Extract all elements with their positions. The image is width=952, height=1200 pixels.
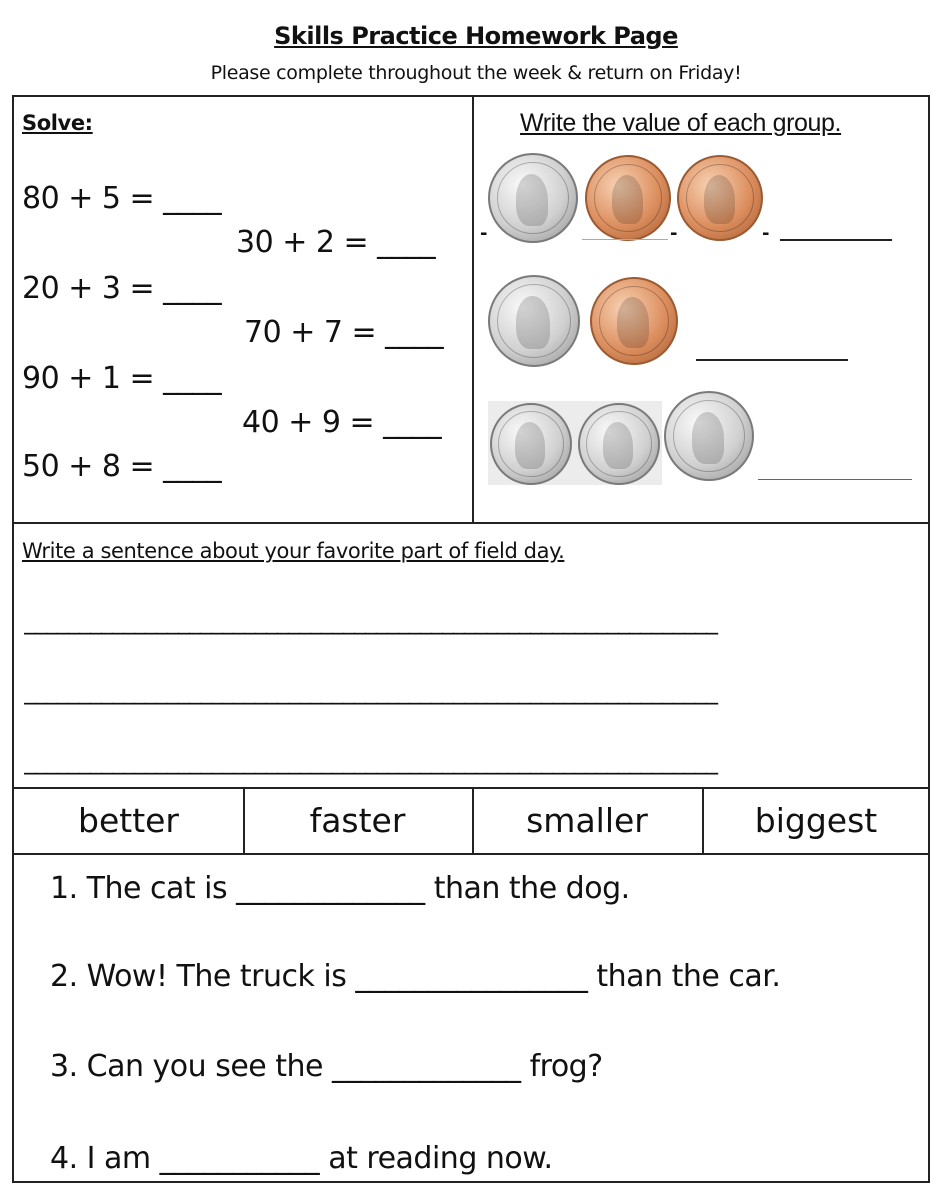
dime-coin-icon <box>578 403 660 485</box>
penny-coin-icon <box>677 155 763 241</box>
answer-line[interactable] <box>696 359 848 361</box>
dash-mark: - <box>762 223 770 244</box>
writing-line[interactable]: _______________________________________________________________ <box>24 747 717 775</box>
coins-heading: Write the value of each group. <box>520 109 842 137</box>
answer-line[interactable] <box>582 239 668 240</box>
worksheet <box>12 95 930 1183</box>
nickel-coin-icon <box>488 153 578 243</box>
fill-in-sentence-2: 2. Wow! The truck is ________________ than the car. <box>50 959 781 994</box>
math-problem: 70 + 7 = ____ <box>244 315 444 350</box>
fill-in-sentence-4: 4. I am ___________ at reading now. <box>50 1141 553 1176</box>
page-subtitle: Please complete throughout the week & return on Friday! <box>210 62 742 84</box>
writing-line[interactable]: _______________________________________________________________ <box>24 677 717 705</box>
penny-coin-icon <box>590 277 678 365</box>
word-bank-biggest: biggest <box>754 801 878 840</box>
word-bank-smaller: smaller <box>526 801 648 840</box>
answer-line[interactable] <box>780 239 892 241</box>
writing-line[interactable]: _______________________________________________________________ <box>24 607 717 635</box>
math-problem: 40 + 9 = ____ <box>242 405 442 440</box>
fill-in-sentence-3: 3. Can you see the _____________ frog? <box>50 1049 603 1084</box>
solve-heading: Solve: <box>22 111 93 135</box>
dash-mark: - <box>480 223 488 244</box>
word-bank-faster: faster <box>309 801 406 840</box>
word-bank-better: better <box>78 801 179 840</box>
math-problem: 80 + 5 = ____ <box>22 181 222 216</box>
nickel-coin-icon <box>664 391 754 481</box>
fill-in-sentence-1: 1. The cat is _____________ than the dog. <box>50 871 630 906</box>
math-problem: 50 + 8 = ____ <box>22 449 222 484</box>
sentence-prompt: Write a sentence about your favorite part of field day. <box>22 539 565 563</box>
divider-top-section <box>14 522 928 524</box>
answer-line[interactable] <box>758 479 912 480</box>
math-problem: 30 + 2 = ____ <box>236 225 436 260</box>
math-problem: 20 + 3 = ____ <box>22 271 222 306</box>
dash-mark: - <box>670 223 678 244</box>
penny-coin-icon <box>585 155 671 241</box>
math-problem: 90 + 1 = ____ <box>22 361 222 396</box>
dime-coin-icon <box>490 403 572 485</box>
quarter-coin-icon <box>488 275 580 367</box>
divider-word-bank <box>14 853 928 855</box>
divider-solve-coins <box>472 97 474 523</box>
page-title: Skills Practice Homework Page <box>274 22 678 50</box>
